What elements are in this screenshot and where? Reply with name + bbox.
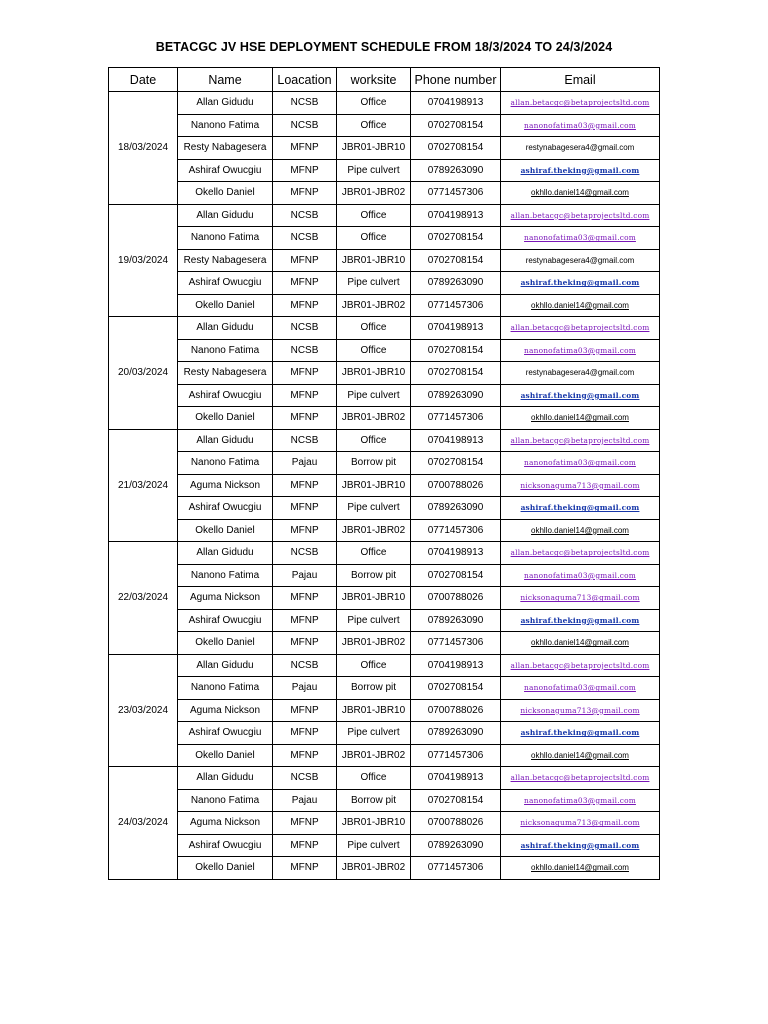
phone-number-cell: 0789263090 [411, 834, 501, 857]
table-row [109, 339, 660, 362]
phone-number-cell: 0771457306 [411, 519, 501, 542]
email-link[interactable]: allan.betacgc@betaprojectsltd.com [510, 548, 650, 558]
location-cell: MFNP [273, 812, 337, 835]
email-link[interactable]: ashiraf.theking@gmail.com [520, 165, 640, 175]
phone-number-cell: 0700788026 [411, 587, 501, 610]
table-row [109, 182, 660, 205]
worksite-cell: Office [337, 204, 411, 227]
document-title: BETACGC JV HSE DEPLOYMENT SCHEDULE FROM 18/3/2024 TO 24/3/2024 [155, 40, 613, 54]
email-link[interactable]: ashiraf.theking@gmail.com [520, 390, 640, 400]
phone-number-cell: 0789263090 [411, 497, 501, 520]
location-cell: NCSB [273, 92, 337, 115]
date-cell: 18/03/2024 [109, 92, 178, 205]
table-row [109, 587, 660, 610]
name-cell: Allan Gidudu [178, 317, 273, 340]
name-cell: Resty Nabagesera [178, 137, 273, 160]
worksite-cell: Pipe culvert [337, 834, 411, 857]
email-link[interactable]: nanonofatima03@gmail.com [524, 345, 636, 355]
location-cell: MFNP [273, 497, 337, 520]
email-cell [501, 317, 660, 340]
worksite-cell: JBR01-JBR02 [337, 407, 411, 430]
location-cell: NCSB [273, 654, 337, 677]
email-cell [501, 654, 660, 677]
phone-number-cell: 0702708154 [411, 114, 501, 137]
email-cell [501, 677, 660, 700]
date-cell: 21/03/2024 [109, 429, 178, 542]
worksite-cell: Pipe culvert [337, 159, 411, 182]
table-row [109, 677, 660, 700]
email-cell [501, 834, 660, 857]
email-link[interactable]: nanonofatima03@gmail.com [524, 458, 636, 468]
worksite-cell: Pipe culvert [337, 722, 411, 745]
column-header-name: Name [178, 68, 273, 92]
schedule-body [109, 92, 660, 880]
table-row [109, 789, 660, 812]
worksite-cell: Office [337, 317, 411, 340]
name-cell: Aguma Nickson [178, 812, 273, 835]
email-link[interactable]: nanonofatima03@gmail.com [524, 233, 636, 243]
email-link[interactable]: allan.betacgc@betaprojectsltd.com [510, 660, 650, 670]
worksite-cell: JBR01-JBR02 [337, 744, 411, 767]
email-cell [501, 744, 660, 767]
location-cell: NCSB [273, 317, 337, 340]
location-cell: MFNP [273, 384, 337, 407]
worksite-cell: Pipe culvert [337, 497, 411, 520]
name-cell: Allan Gidudu [178, 204, 273, 227]
name-cell: Nanono Fatima [178, 114, 273, 137]
email-cell [501, 92, 660, 115]
table-header-row [109, 68, 660, 92]
location-cell: MFNP [273, 159, 337, 182]
location-cell: MFNP [273, 249, 337, 272]
email-cell [501, 272, 660, 295]
email-address: okhllo.daniel14@gmail.com [531, 188, 629, 198]
location-cell: MFNP [273, 609, 337, 632]
name-cell: Aguma Nickson [178, 587, 273, 610]
name-cell: Allan Gidudu [178, 767, 273, 790]
email-link[interactable]: ashiraf.theking@gmail.com [520, 503, 640, 513]
phone-number-cell: 0704198913 [411, 542, 501, 565]
email-link[interactable]: nicksonaguma713@gmail.com [520, 705, 640, 715]
email-cell [501, 767, 660, 790]
email-cell [501, 722, 660, 745]
email-link[interactable]: ashiraf.theking@gmail.com [520, 840, 640, 850]
location-cell: MFNP [273, 519, 337, 542]
worksite-cell: JBR01-JBR10 [337, 587, 411, 610]
table-row [109, 609, 660, 632]
phone-number-cell: 0704198913 [411, 767, 501, 790]
table-row [109, 92, 660, 115]
email-cell [501, 632, 660, 655]
email-cell [501, 564, 660, 587]
worksite-cell: JBR01-JBR02 [337, 857, 411, 880]
table-row [109, 564, 660, 587]
phone-number-cell: 0704198913 [411, 654, 501, 677]
name-cell: Okello Daniel [178, 744, 273, 767]
date-cell: 23/03/2024 [109, 654, 178, 767]
phone-number-cell: 0789263090 [411, 384, 501, 407]
table-row [109, 497, 660, 520]
table-row [109, 204, 660, 227]
email-link[interactable]: allan.betacgc@betaprojectsltd.com [510, 98, 650, 108]
name-cell: Nanono Fatima [178, 227, 273, 250]
worksite-cell: JBR01-JBR10 [337, 137, 411, 160]
name-cell: Allan Gidudu [178, 654, 273, 677]
phone-number-cell: 0702708154 [411, 677, 501, 700]
column-header-worksite: worksite [337, 68, 411, 92]
location-cell: NCSB [273, 227, 337, 250]
email-cell [501, 114, 660, 137]
email-address: okhllo.daniel14@gmail.com [531, 525, 629, 535]
email-address: okhllo.daniel14@gmail.com [531, 638, 629, 648]
location-cell: Pajau [273, 452, 337, 475]
phone-number-cell: 0702708154 [411, 564, 501, 587]
worksite-cell: Office [337, 429, 411, 452]
name-cell: Nanono Fatima [178, 789, 273, 812]
phone-number-cell: 0702708154 [411, 227, 501, 250]
name-cell: Allan Gidudu [178, 92, 273, 115]
worksite-cell: Pipe culvert [337, 609, 411, 632]
date-cell: 24/03/2024 [109, 767, 178, 880]
worksite-cell: Borrow pit [337, 677, 411, 700]
phone-number-cell: 0771457306 [411, 407, 501, 430]
email-address: okhllo.daniel14@gmail.com [531, 863, 629, 873]
table-row [109, 519, 660, 542]
phone-number-cell: 0771457306 [411, 294, 501, 317]
worksite-cell: JBR01-JBR10 [337, 249, 411, 272]
email-cell [501, 542, 660, 565]
location-cell: NCSB [273, 767, 337, 790]
worksite-cell: JBR01-JBR10 [337, 362, 411, 385]
email-cell [501, 204, 660, 227]
phone-number-cell: 0702708154 [411, 137, 501, 160]
email-cell [501, 249, 660, 272]
email-link[interactable]: nicksonaguma713@gmail.com [520, 480, 640, 490]
location-cell: Pajau [273, 564, 337, 587]
name-cell: Okello Daniel [178, 407, 273, 430]
email-link[interactable]: nanonofatima03@gmail.com [524, 570, 636, 580]
worksite-cell: JBR01-JBR02 [337, 294, 411, 317]
table-row [109, 474, 660, 497]
email-link[interactable]: ashiraf.theking@gmail.com [520, 278, 640, 288]
location-cell: MFNP [273, 632, 337, 655]
worksite-cell: Office [337, 92, 411, 115]
table-row [109, 137, 660, 160]
email-address: restynabagesera4@gmail.com [525, 368, 635, 378]
name-cell: Ashiraf Owucgiu [178, 159, 273, 182]
location-cell: MFNP [273, 722, 337, 745]
table-row [109, 542, 660, 565]
phone-number-cell: 0771457306 [411, 744, 501, 767]
email-link[interactable]: nanonofatima03@gmail.com [524, 120, 636, 130]
email-cell [501, 497, 660, 520]
email-cell [501, 609, 660, 632]
table-row [109, 249, 660, 272]
worksite-cell: Borrow pit [337, 452, 411, 475]
location-cell: MFNP [273, 182, 337, 205]
location-cell: MFNP [273, 272, 337, 295]
worksite-cell: Office [337, 767, 411, 790]
email-link[interactable]: allan.betacgc@betaprojectsltd.com [510, 323, 650, 333]
name-cell: Ashiraf Owucgiu [178, 384, 273, 407]
name-cell: Ashiraf Owucgiu [178, 722, 273, 745]
email-cell [501, 182, 660, 205]
email-cell [501, 789, 660, 812]
email-address: restynabagesera4@gmail.com [525, 255, 635, 265]
email-link[interactable]: nanonofatima03@gmail.com [524, 683, 636, 693]
table-row [109, 654, 660, 677]
table-row [109, 317, 660, 340]
email-cell [501, 339, 660, 362]
name-cell: Nanono Fatima [178, 564, 273, 587]
email-cell [501, 519, 660, 542]
worksite-cell: JBR01-JBR10 [337, 474, 411, 497]
phone-number-cell: 0789263090 [411, 609, 501, 632]
table-row [109, 452, 660, 475]
email-cell [501, 159, 660, 182]
date-cell: 20/03/2024 [109, 317, 178, 430]
phone-number-cell: 0704198913 [411, 92, 501, 115]
name-cell: Aguma Nickson [178, 474, 273, 497]
location-cell: Pajau [273, 789, 337, 812]
email-link[interactable]: nicksonaguma713@gmail.com [520, 818, 640, 828]
phone-number-cell: 0704198913 [411, 317, 501, 340]
email-address: okhllo.daniel14@gmail.com [531, 300, 629, 310]
worksite-cell: Office [337, 114, 411, 137]
location-cell: NCSB [273, 429, 337, 452]
table-row [109, 722, 660, 745]
email-cell [501, 429, 660, 452]
email-cell [501, 407, 660, 430]
name-cell: Ashiraf Owucgiu [178, 834, 273, 857]
email-link[interactable]: ashiraf.theking@gmail.com [520, 728, 640, 738]
email-cell [501, 812, 660, 835]
worksite-cell: Office [337, 227, 411, 250]
name-cell: Okello Daniel [178, 182, 273, 205]
table-row [109, 362, 660, 385]
table-row [109, 744, 660, 767]
worksite-cell: Pipe culvert [337, 384, 411, 407]
phone-number-cell: 0771457306 [411, 857, 501, 880]
name-cell: Resty Nabagesera [178, 249, 273, 272]
email-address: okhllo.daniel14@gmail.com [531, 413, 629, 423]
name-cell: Allan Gidudu [178, 429, 273, 452]
phone-number-cell: 0704198913 [411, 204, 501, 227]
phone-number-cell: 0771457306 [411, 182, 501, 205]
worksite-cell: Borrow pit [337, 789, 411, 812]
worksite-cell: Pipe culvert [337, 272, 411, 295]
column-header-phone-number: Phone number [411, 68, 501, 92]
name-cell: Ashiraf Owucgiu [178, 497, 273, 520]
phone-number-cell: 0702708154 [411, 789, 501, 812]
email-cell [501, 137, 660, 160]
worksite-cell: Office [337, 542, 411, 565]
name-cell: Ashiraf Owucgiu [178, 609, 273, 632]
phone-number-cell: 0704198913 [411, 429, 501, 452]
email-cell [501, 474, 660, 497]
phone-number-cell: 0789263090 [411, 272, 501, 295]
worksite-cell: JBR01-JBR10 [337, 812, 411, 835]
email-cell [501, 384, 660, 407]
table-row [109, 294, 660, 317]
name-cell: Nanono Fatima [178, 452, 273, 475]
phone-number-cell: 0789263090 [411, 722, 501, 745]
email-cell [501, 294, 660, 317]
email-link[interactable]: nicksonaguma713@gmail.com [520, 593, 640, 603]
email-link[interactable]: nanonofatima03@gmail.com [524, 795, 636, 805]
worksite-cell: Office [337, 654, 411, 677]
name-cell: Okello Daniel [178, 519, 273, 542]
location-cell: NCSB [273, 114, 337, 137]
location-cell: MFNP [273, 137, 337, 160]
worksite-cell: JBR01-JBR02 [337, 632, 411, 655]
table-row [109, 699, 660, 722]
phone-number-cell: 0700788026 [411, 474, 501, 497]
name-cell: Aguma Nickson [178, 699, 273, 722]
name-cell: Okello Daniel [178, 857, 273, 880]
email-link[interactable]: allan.betacgc@betaprojectsltd.com [510, 210, 650, 220]
location-cell: MFNP [273, 362, 337, 385]
email-cell [501, 857, 660, 880]
email-address: okhllo.daniel14@gmail.com [531, 750, 629, 760]
phone-number-cell: 0702708154 [411, 452, 501, 475]
table-row [109, 272, 660, 295]
worksite-cell: JBR01-JBR02 [337, 519, 411, 542]
location-cell: MFNP [273, 474, 337, 497]
date-cell: 22/03/2024 [109, 542, 178, 655]
email-address: restynabagesera4@gmail.com [525, 143, 635, 153]
column-header-location: Loacation [273, 68, 337, 92]
phone-number-cell: 0771457306 [411, 632, 501, 655]
email-cell [501, 587, 660, 610]
worksite-cell: JBR01-JBR02 [337, 182, 411, 205]
name-cell: Ashiraf Owucgiu [178, 272, 273, 295]
table-row [109, 857, 660, 880]
location-cell: MFNP [273, 744, 337, 767]
worksite-cell: Office [337, 339, 411, 362]
table-row [109, 159, 660, 182]
location-cell: MFNP [273, 834, 337, 857]
location-cell: NCSB [273, 542, 337, 565]
name-cell: Resty Nabagesera [178, 362, 273, 385]
phone-number-cell: 0700788026 [411, 699, 501, 722]
location-cell: NCSB [273, 339, 337, 362]
email-cell [501, 452, 660, 475]
location-cell: MFNP [273, 857, 337, 880]
worksite-cell: JBR01-JBR10 [337, 699, 411, 722]
worksite-cell: Borrow pit [337, 564, 411, 587]
phone-number-cell: 0700788026 [411, 812, 501, 835]
table-row [109, 632, 660, 655]
location-cell: MFNP [273, 699, 337, 722]
column-header-email: Email [501, 68, 660, 92]
table-row [109, 384, 660, 407]
phone-number-cell: 0702708154 [411, 249, 501, 272]
table-row [109, 834, 660, 857]
column-header-date: Date [109, 68, 178, 92]
deployment-schedule-table [108, 67, 660, 880]
location-cell: MFNP [273, 407, 337, 430]
location-cell: MFNP [273, 587, 337, 610]
phone-number-cell: 0702708154 [411, 362, 501, 385]
name-cell: Okello Daniel [178, 632, 273, 655]
table-row [109, 812, 660, 835]
phone-number-cell: 0789263090 [411, 159, 501, 182]
name-cell: Nanono Fatima [178, 677, 273, 700]
table-row [109, 767, 660, 790]
email-link[interactable]: ashiraf.theking@gmail.com [520, 615, 640, 625]
location-cell: Pajau [273, 677, 337, 700]
table-row [109, 429, 660, 452]
location-cell: NCSB [273, 204, 337, 227]
email-link[interactable]: allan.betacgc@betaprojectsltd.com [510, 435, 650, 445]
email-link[interactable]: allan.betacgc@betaprojectsltd.com [510, 773, 650, 783]
name-cell: Allan Gidudu [178, 542, 273, 565]
name-cell: Nanono Fatima [178, 339, 273, 362]
table-row [109, 114, 660, 137]
email-cell [501, 699, 660, 722]
table-row [109, 227, 660, 250]
location-cell: MFNP [273, 294, 337, 317]
date-cell: 19/03/2024 [109, 204, 178, 317]
email-cell [501, 227, 660, 250]
table-row [109, 407, 660, 430]
phone-number-cell: 0702708154 [411, 339, 501, 362]
email-cell [501, 362, 660, 385]
name-cell: Okello Daniel [178, 294, 273, 317]
